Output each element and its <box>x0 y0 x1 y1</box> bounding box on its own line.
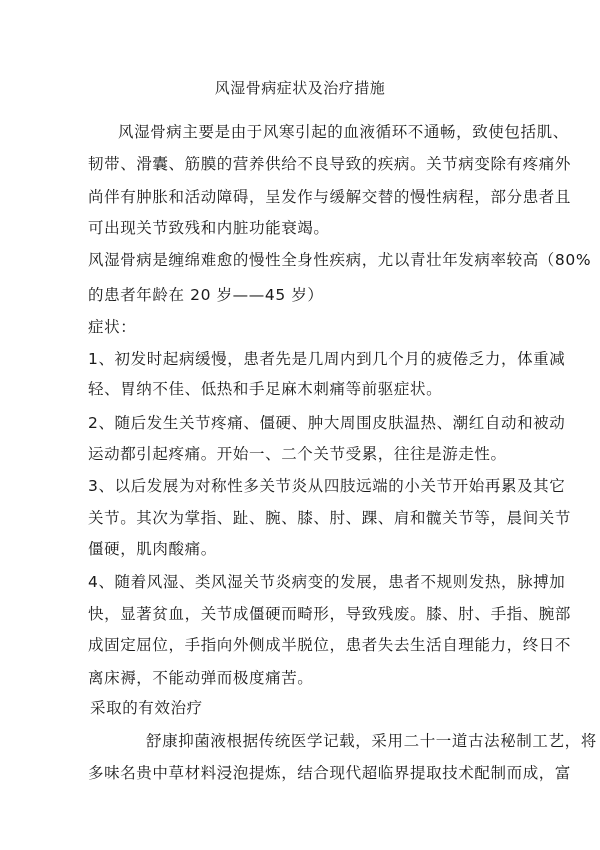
symptom-2-line-2: 运动都引起疼痛。开始一、二个关节受累，往往是游走性。 <box>88 445 507 463</box>
symptom-3-line-3: 僵硬，肌肉酸痛。 <box>88 540 217 558</box>
symptom-1-line-2: 轻、胃纳不佳、低热和手足麻木刺痛等前驱症状。 <box>88 380 443 398</box>
intro-line-2: 韧带、滑囊、筋膜的营养供给不良导致的疾病。关节病变除有疼痛外 <box>88 155 572 173</box>
intro-line-4: 可出现关节致残和内脏功能衰竭。 <box>88 219 330 237</box>
symptom-4-line-3: 成固定屈位，手指向外侧成半脱位，患者失去生活自理能力，终日不 <box>88 636 572 654</box>
symptom-3-line-1: 3、以后发展为对称性多关节炎从四肢远端的小关节开始再累及其它 <box>88 477 566 495</box>
symptom-2-line-1: 2、随后发生关节疼痛、僵硬、肿大周围皮肤温热、潮红自动和被动 <box>88 414 566 432</box>
intro-line-1: 风湿骨病主要是由于风寒引起的血液循环不通畅，致使包括肌、 <box>118 123 569 141</box>
symptom-1-line-1: 1、初发时起病缓慢，患者先是几周内到几个月的疲倦乏力，体重减 <box>88 350 566 368</box>
chronic-line-1: 风湿骨病是缠绵难愈的慢性全身性疾病，尤以青壮年发病率较高（80% <box>88 251 592 269</box>
symptom-4-line-4: 离床褥，不能动弹而极度痛苦。 <box>88 669 314 687</box>
treatment-line-2: 多味名贵中草材料浸泡提炼，结合现代超临界提取技术配制而成，富 <box>88 764 572 782</box>
intro-line-3: 尚伴有肿胀和活动障碍，呈发作与缓解交替的慢性病程，部分患者且 <box>88 188 572 206</box>
treatment-heading: 采取的有效治疗 <box>90 699 203 717</box>
symptoms-heading: 症状： <box>88 318 137 336</box>
symptom-3-line-2: 关节。其次为掌指、趾、腕、膝、肘、踝、肩和髋关节等，晨间关节 <box>88 509 572 527</box>
chronic-line-2: 的患者年龄在 20 岁——45 岁） <box>88 286 324 304</box>
symptom-4-line-1: 4、随着风湿、类风湿关节炎病变的发展，患者不规则发热，脉搏加 <box>88 573 566 591</box>
symptom-4-line-2: 快，显著贫血，关节成僵硬而畸形，导致残废。膝、肘、手指、腕部 <box>88 605 572 623</box>
treatment-line-1: 舒康抑菌液根据传统医学记载，采用二十一道古法秘制工艺，将 <box>146 732 597 750</box>
document-title: 风湿骨病症状及治疗措施 <box>214 79 386 97</box>
